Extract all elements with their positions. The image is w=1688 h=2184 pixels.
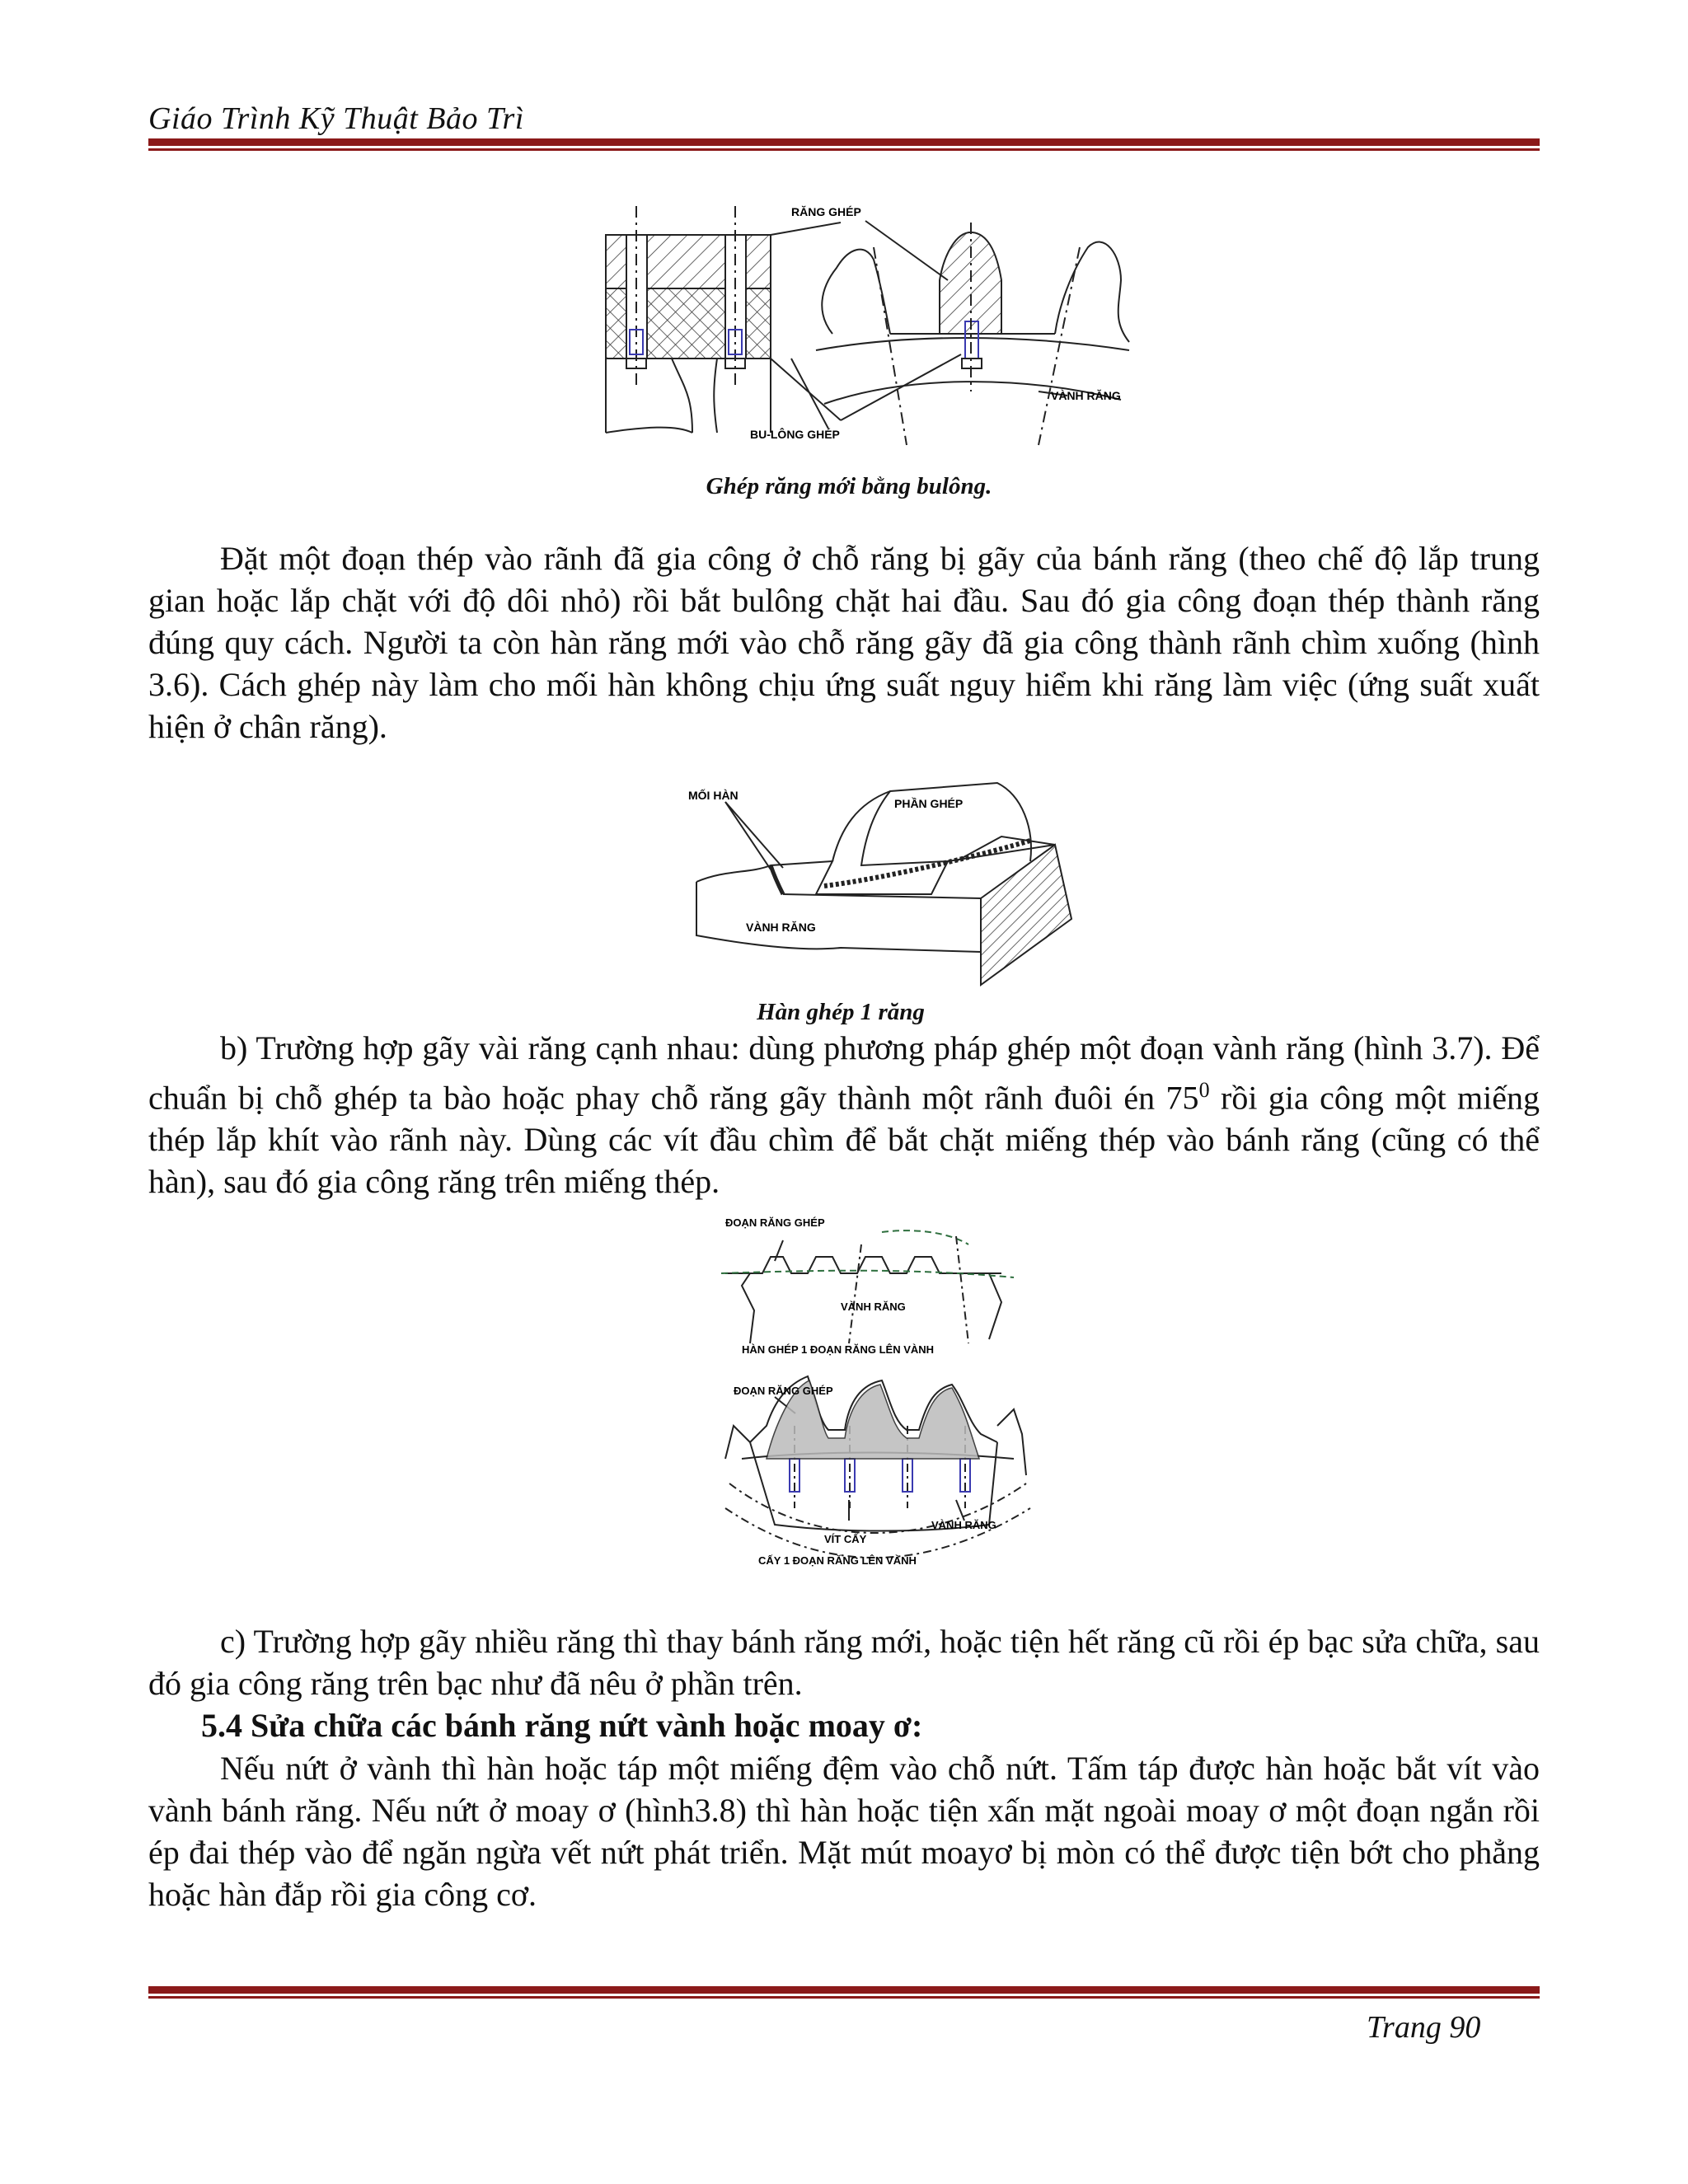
section-heading: 5.4 Sửa chữa các bánh răng nứt vành hoặc moay ơ: bbox=[201, 1707, 923, 1744]
header-rule bbox=[148, 138, 1540, 151]
label-doan-rang-ghep-2: ĐOẠN RĂNG GHÉP bbox=[734, 1385, 833, 1397]
label-vanh-rang-1: VÀNH RĂNG bbox=[1051, 389, 1121, 402]
paragraph-2: b) Trường hợp gãy vài răng cạnh nhau: dùng phương pháp ghép một đoạn vành răng (hình 3.7). Để chuẩn bị chỗ ghép ta bào hoặc phay chỗ răng gãy thành một rãnh đuôi én $75^0$ rồi gia công một miếng thép lắp khít vào rãnh này. Dùng các vít đầu chìm để bắt chặt miếng thép vào bánh răng (cũng có thể hàn), sau đó gia công răng trên miếng thép. bbox=[148, 1029, 1540, 1201]
figure2-caption: Hàn ghép 1 răng bbox=[757, 999, 925, 1025]
paragraph-1: Đặt một đoạn thép vào rãnh đã gia công ở chỗ răng bị gãy của bánh răng (theo chế độ lắp trung gian hoặc lắp chặt với độ dôi nhỏ) rồi bắt bulông chặt hai đầu. Sau đó gia công đoạn thép thành răng đúng quy cách. Người ta còn hàn răng mới vào chỗ răng gãy đã gia công thành rãnh chìm xuống (hình 3.6). Cách ghép này làm cho mối hàn không chịu ứng suất nguy hiểm khi răng làm việc (ứng suất xuất hiện ở chân răng). bbox=[148, 540, 1540, 745]
paragraph-3: c) Trường hợp gãy nhiều răng thì thay bánh răng mới, hoặc tiện hết răng cũ rồi ép bạc sửa chữa, sau đó gia công răng trên bạc như đã nêu ở phần trên. bbox=[148, 1623, 1540, 1702]
figure-welded-tooth bbox=[676, 771, 1080, 997]
label-vanh-rang-3: VÀNH RĂNG bbox=[841, 1301, 906, 1313]
figure1-caption: Ghép răng mới bằng bulông. bbox=[706, 473, 992, 499]
label-rang-ghep: RĂNG GHÉP bbox=[791, 205, 861, 218]
figure-bolted-tooth bbox=[593, 198, 1137, 457]
running-header: Giáo Trình Kỹ Thuật Bảo Trì bbox=[148, 101, 524, 136]
label-vanh-rang-2: VÀNH RĂNG bbox=[746, 921, 816, 934]
paragraph-4: Nếu nứt ở vành thì hàn hoặc táp một miếng đệm vào chỗ nứt. Tấm táp được hàn hoặc bắt vít vào vành bánh răng. Nếu nứt ở moay ơ (hình3.8) thì hàn hoặc tiện xấn mặt ngoài moay ơ một đoạn ngắn rồi ép đai thép vào để ngăn ngừa vết nứt phát triển. Mặt mút moayơ bị mòn có thể được tiện bớt cho phẳng hoặc hàn đắp rồi gia công cơ. bbox=[148, 1750, 1540, 1913]
figure-segment-graft bbox=[717, 1212, 1047, 1574]
footer-rule bbox=[148, 1986, 1540, 1999]
label-phan-ghep: PHẦN GHÉP bbox=[894, 797, 964, 810]
page-number: Trang 90 bbox=[1367, 2010, 1481, 2045]
label-doan-rang-ghep-1: ĐOẠN RĂNG GHÉP bbox=[725, 1216, 825, 1229]
label-moi-han: MỐI HÀN bbox=[688, 789, 738, 802]
label-bottom-title: CẤY 1 ĐOẠN RĂNG LÊN VÀNH bbox=[758, 1554, 917, 1567]
label-vit-cay: VÍT CẤY bbox=[824, 1533, 867, 1545]
label-top-title: HÀN GHÉP 1 ĐOẠN RĂNG LÊN VÀNH bbox=[742, 1343, 935, 1356]
label-bu-long-ghep: BU-LÔNG GHÉP bbox=[750, 428, 840, 441]
label-vanh-rang-4: VÀNH RĂNG bbox=[931, 1519, 996, 1531]
